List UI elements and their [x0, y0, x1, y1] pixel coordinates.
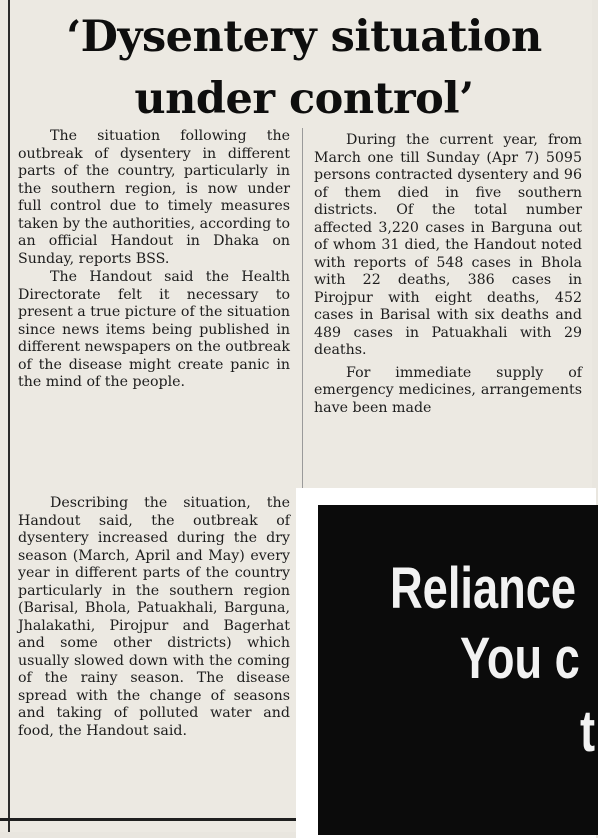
article-column-left-bottom	[18, 495, 290, 740]
article-paragraph: Describing the situation, the Handout said, the outbreak of dysentery increased during the dry season (March, April and May) every year in different parts of the country particularly in the southern region (Barisal, Bhola, Patuakhali, Barguna, Jhalakathi, Pirojpur and Bagerhat and some other districts) which usually slowed down with the coming of the rainy season. The disease spread with the change of seasons and taking of polluted water and food, the Handout said.	[18, 495, 290, 739]
advertisement-line-3: t	[580, 699, 596, 764]
advertisement-line-1: Reliance	[390, 556, 577, 621]
advertisement	[318, 505, 598, 835]
bottom-rule	[0, 818, 300, 821]
article-paragraph: The situation following the outbreak of dysentery in different parts of the country, particularly in the southern region, is now under full control due to timely measures taken by the authorities, according to an official Handout in Dhaka on Sunday, reports BSS.	[18, 128, 290, 267]
article-paragraph: During the current year, from March one till Sunday (Apr 7) 5095 persons contracted dysentery and 96 of them died in five southern districts. Of the total number affected 3,220 cases in Barguna out of whom 31 died, the Handout noted with reports of 548 cases in Bhola with 22 deaths, 386 cases in Pirojpur with eight deaths, 452 cases in Barisal with six deaths and 489 cases in Patuakhali with 29 deaths.	[314, 132, 582, 358]
article-paragraph: For immediate supply of emergency medicines, arrangements have been made	[314, 364, 582, 416]
advertisement-line-2: You c	[460, 626, 580, 691]
headline	[16, 6, 592, 130]
column-divider	[302, 128, 303, 488]
article-column-left-top	[18, 128, 290, 392]
headline-line-1: ‘Dysentery situation	[66, 12, 542, 62]
headline-line-2: under control’	[134, 74, 474, 124]
column-rule-left	[8, 0, 10, 832]
article-column-right	[314, 132, 582, 417]
article-paragraph: The Handout said the Health Directorate felt it necessary to present a true picture of the situation since news items being published in different newspapers on the outbreak of the disease might create panic in the mind of the people.	[18, 269, 290, 390]
